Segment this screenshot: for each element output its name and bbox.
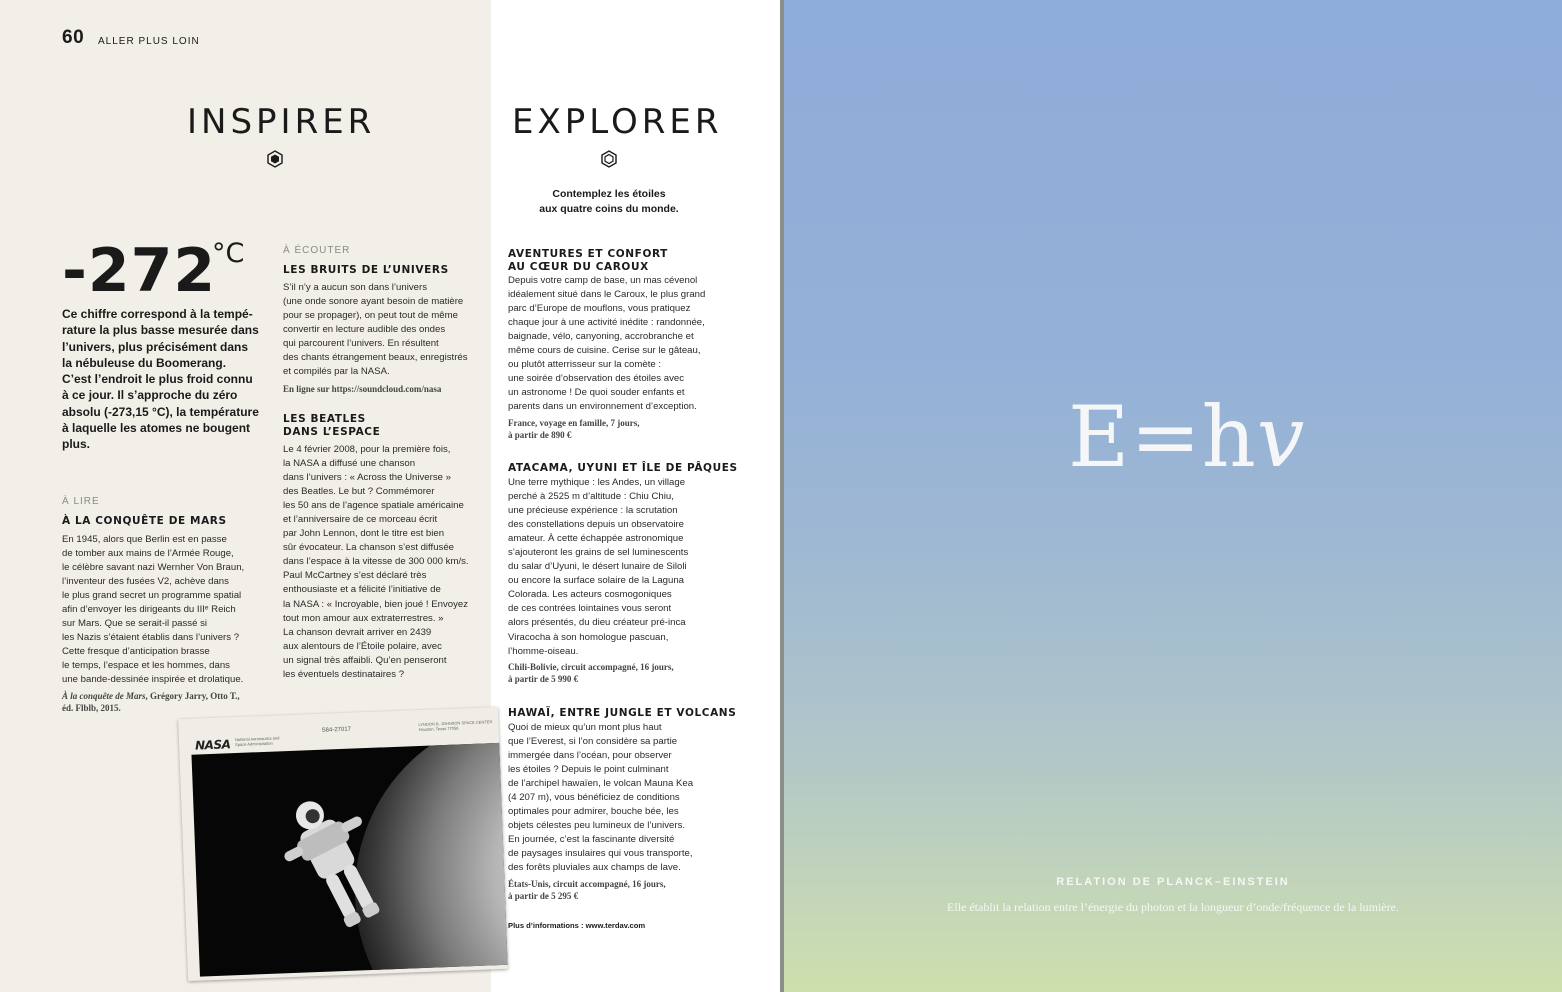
hexagon-outline-icon — [600, 150, 618, 168]
trip-title-caroux: AVENTURES ET CONFORT AU CŒUR DU CAROUX — [508, 248, 668, 273]
trip-body-atacama: Une terre mythique : les Andes, un village perché à 2525 m d’altitude : Chiu Chiu, une précieuse expérience : la scrutation des constellations depuis un observatoire amateur. À cette échappée astronomique s’ajouteront les grains de sel luminescents du salar d’Uyuni, le désert lunaire de Siloli ou encore la surface solaire de la Laguna Colorada. Les acteurs cosmogoniques de ces contrées lointaines vous seront alors présentés, du dieu créateur pré-inca Viracocha à son homologue pascuan, l’homme-oiseau. — [508, 477, 689, 657]
page-number: 60 — [62, 27, 85, 48]
space-scene — [191, 743, 507, 977]
caption-title: RELATION DE PLANCK–EINSTEIN — [1056, 876, 1290, 888]
explorer-subtitle: Contemplez les étoiles aux quatre coins du monde. — [539, 188, 679, 215]
photo-code: S84-27017 — [321, 726, 352, 734]
ecouter-title: LES BRUITS DE L’UNIVERS — [283, 264, 449, 276]
stat-unit: °C — [212, 238, 245, 269]
beatles-body: Le 4 février 2008, pour la première fois, la NASA a diffusé une chanson dans l’univers : « Across the Universe » des Beatles. Le but ? Commémorer les 50 ans de l’agence spatiale américaine et l’anniversaire de ce morceau écrit par John Lennon, dont le titre est bien sûr évocateur. La chanson s’est diffusée dans l’espace à la vitesse de 300 000 km/s. Paul McCartney s’est déclaré très enthousiaste et a félicité l’initiative de la NASA : « Incroyable, bien joué ! Envoyez tout mon amour aux extraterrestres. » La chanson devrait arriver en 2439 aux alentours de l’Étoile polaire, avec un signal très affaibli. Qu’en penseront les éventuels destinataires ? — [283, 444, 469, 680]
explorer-title: EXPLORER — [512, 102, 723, 142]
right-page-gradient — [784, 0, 1562, 992]
caption-text: Elle établit la relation entre l’énergie du photon et la longueur d’onde/fréquence de la lumière. — [947, 900, 1399, 914]
inspirer-title: INSPIRER — [187, 102, 376, 142]
photo-tiny-text-1: National Aeronautics and Space Administration — [234, 735, 280, 748]
hexagon-filled-icon — [266, 150, 284, 168]
trip-credit-atacama: Chili-Bolivie, circuit accompagné, 16 jours, à partir de 5 990 € — [508, 662, 674, 684]
nasa-logo: NASA — [194, 737, 231, 753]
trip-title-hawaii: HAWAÏ, ENTRE JUNGLE ET VOLCANS — [508, 707, 737, 719]
ecouter-credit: En ligne sur https://soundcloud.com/nasa — [283, 384, 442, 394]
stat-description: Ce chiffre correspond à la tempé- rature la plus basse mesurée dans l’univers, plus précisément dans la nébuleuse du Boomerang. C’est l’endroit le plus froid connu à ce jour. Il s’approche du zéro absolu (-273,15 °C), la température à laquelle les atomes ne bougent plus. — [62, 307, 259, 452]
ecouter-body: S’il n’y a aucun son dans l’univers (une onde sonore ayant besoin de matière pour se propager), on peut tout de même convertir en lecture audible des ondes qui parcourent l’univers. En résultent des chants étrangement beaux, enregistrés et compilés par la NASA. — [283, 282, 468, 378]
section-label: ALLER PLUS LOIN — [98, 36, 200, 47]
astronaut-figure — [253, 776, 430, 962]
beatles-title: LES BEATLES DANS L’ESPACE — [283, 413, 381, 438]
lire-kicker: À LIRE — [62, 496, 100, 507]
lire-title: À LA CONQUÊTE DE MARS — [62, 515, 227, 527]
trip-title-atacama: ATACAMA, UYUNI ET ÎLE DE PÂQUES — [508, 462, 738, 474]
photo-tiny-text-2: LYNDON B. JOHNSON SPACE CENTER Houston, Texas 77058 — [418, 719, 493, 733]
lire-body: En 1945, alors que Berlin est en passe de tomber aux mains de l’Armée Rouge, le célèbre savant nazi Wernher Von Braun, l’inventeur des fusées V2, achève dans le plus grand secret un programme spatial afin d’envoyer les dirigeants du IIIᵉ Reich sur Mars. Que se serait-il passé si les Nazis s’étaient établis dans l’univers ? Cette fresque d’anticipation brasse le temps, l’espace et les hommes, dans une bande-dessinée inspirée et drolatique. — [62, 534, 245, 686]
trip-credit-caroux: France, voyage en famille, 7 jours, à partir de 890 € — [508, 418, 640, 440]
stat-value: -272 — [62, 236, 217, 306]
trip-body-caroux: Depuis votre camp de base, un mas cévenol idéalement situé dans le Caroux, le plus grand parc d’Europe de mouflons, vous pratiquez chaque jour à une activité inédite : randonnée, baignade, vélo, canyoning, accrobranche et même cours de cuisine. Cerise sur le gâteau, ou plutôt atterrisseur sur la comète : une soirée d’observation des étoiles avec un astronome ! De quoi souder enfants et parents dans un environnement d’exception. — [508, 275, 706, 413]
trip-body-hawaii: Quoi de mieux qu’un mont plus haut que l’Everest, si l’on considère sa partie immergée dans l’océan, pour observer les étoiles ? Depuis le point culminant de l’archipel hawaïen, le volcan Mauna Kea (4 207 m), vous bénéficiez de conditions optimales pour admirer, bouche bée, les objets célestes peu lumineux de l’univers. En journée, c’est la fascinante diversité de paysages insulaires qui vous transporte, des forêts pluviales aux champs de lave. — [508, 722, 694, 874]
trip-credit-hawaii: États-Unis, circuit accompagné, 16 jours, à partir de 5 295 € — [508, 879, 666, 901]
planck-formula: E=hv — [1068, 388, 1306, 486]
more-info-link[interactable]: Plus d’informations : www.terdav.com — [508, 921, 646, 930]
lire-credit: À la conquête de Mars, Grégory Jarry, Otto T., éd. Flblb, 2015. — [62, 691, 240, 713]
ecouter-kicker: À ÉCOUTER — [283, 245, 351, 256]
astronaut-photo — [178, 707, 508, 981]
